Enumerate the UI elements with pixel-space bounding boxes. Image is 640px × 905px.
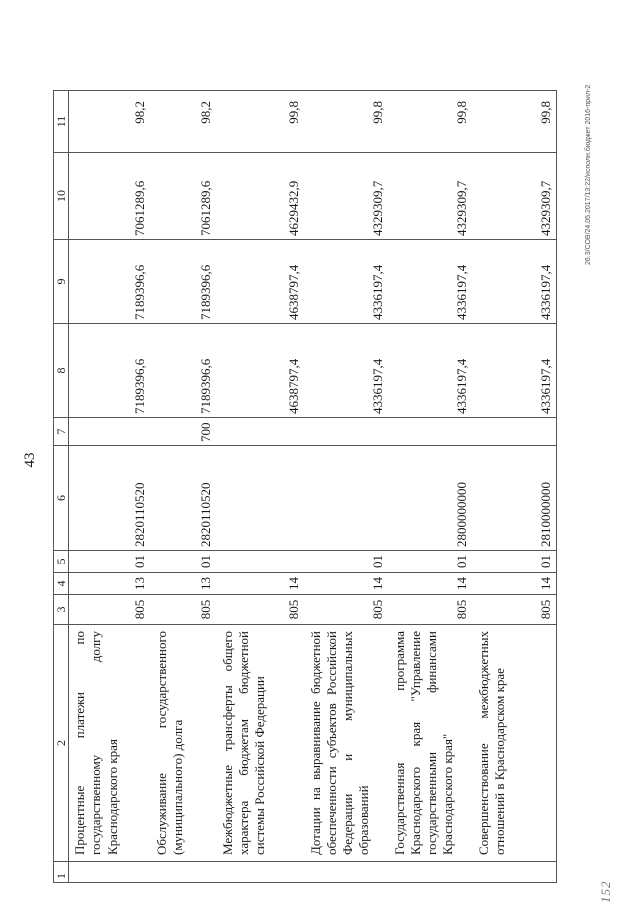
cell-c10: 4329309,7	[389, 153, 473, 240]
page-number: 43	[22, 452, 38, 468]
cell-c9: 4336197,4	[389, 240, 473, 324]
header-cell: 9	[54, 240, 69, 324]
cell-c5: 01	[389, 551, 473, 573]
cell-c3: 805	[305, 595, 389, 625]
table-row	[217, 91, 305, 883]
cell-c11: 99,8	[305, 91, 389, 153]
cell-c6: 2800000000	[389, 446, 473, 551]
cell-c7: 700	[151, 418, 217, 446]
header-cell: 11	[54, 91, 69, 153]
header-cell: 5	[54, 551, 69, 573]
row-name: Межбюджетные трансферты общего характера бюджетам бюджетной системы Российской Федерации	[217, 625, 305, 862]
cell-c6: 2810000000	[473, 446, 557, 551]
header-cell: 3	[54, 595, 69, 625]
cell-c10: 4329309,7	[473, 153, 557, 240]
cell-c11: 98,2	[151, 91, 217, 153]
cell-c7	[389, 418, 473, 446]
cell-c4: 13	[151, 573, 217, 595]
cell-c4: 14	[389, 573, 473, 595]
header-cell: 2	[54, 625, 69, 862]
row-name: Обслуживание государственного (муниципального) долга	[151, 625, 217, 862]
cell-c4: 14	[217, 573, 305, 595]
row-name: Совершенствование межбюджетных отношений в Краснодарском крае	[473, 625, 557, 862]
cell-c4: 13	[69, 573, 151, 595]
header-cell: 8	[54, 324, 69, 418]
cell-c3: 805	[151, 595, 217, 625]
header-cell: 10	[54, 153, 69, 240]
cell-c6: 2820110520	[69, 446, 151, 551]
cell-c8: 7189396,6	[69, 324, 151, 418]
cell-c8: 4336197,4	[389, 324, 473, 418]
cell-c3: 805	[217, 595, 305, 625]
cell-c5	[217, 551, 305, 573]
table-row	[389, 91, 473, 883]
cell-c5: 01	[69, 551, 151, 573]
cell-c11: 99,8	[217, 91, 305, 153]
cell-c10: 4629432,9	[217, 153, 305, 240]
cell-c3: 805	[473, 595, 557, 625]
cell-c11: 99,8	[473, 91, 557, 153]
cell-c5: 01	[473, 551, 557, 573]
cell-c9: 7189396,6	[151, 240, 217, 324]
cell-c7	[473, 418, 557, 446]
cell-c9: 4336197,4	[305, 240, 389, 324]
cell-c8: 7189396,6	[151, 324, 217, 418]
header-cell: 7	[54, 418, 69, 446]
cell-c4: 14	[305, 573, 389, 595]
header-cell: 1	[54, 862, 69, 883]
cell-c10: 7061289,6	[151, 153, 217, 240]
table-row	[69, 91, 151, 883]
cell-c7	[69, 418, 151, 446]
cell-c9: 7189396,6	[69, 240, 151, 324]
cell-c6	[217, 446, 305, 551]
table-header-row	[54, 91, 69, 883]
cell-c11: 98,2	[69, 91, 151, 153]
row-name: Государственная программа Краснодарского края "Управление государственными финансами Краснодарского края"	[389, 625, 473, 862]
cell-c9: 4638797,4	[217, 240, 305, 324]
cell-c3: 805	[389, 595, 473, 625]
table-row	[305, 91, 389, 883]
header-cell: 6	[54, 446, 69, 551]
cell-c8: 4638797,4	[217, 324, 305, 418]
cell-c5: 01	[305, 551, 389, 573]
handwritten-page-number: 152	[598, 880, 613, 903]
table-row	[473, 91, 557, 883]
header-cell: 4	[54, 573, 69, 595]
cell-c8: 4336197,4	[305, 324, 389, 418]
cell-c7	[217, 418, 305, 446]
footer-file-path: 26.3/СОВ/24.05.2017/13:22/исполн.бюджет 2016-прил-2	[585, 84, 592, 265]
table-row	[151, 91, 217, 883]
cell-c8: 4336197,4	[473, 324, 557, 418]
cell-c11: 99,8	[389, 91, 473, 153]
cell-c10: 7061289,6	[69, 153, 151, 240]
cell-c3: 805	[69, 595, 151, 625]
cell-c10: 4329309,7	[305, 153, 389, 240]
cell-c7	[305, 418, 389, 446]
cell-c6	[305, 446, 389, 551]
cell-c5: 01	[151, 551, 217, 573]
row-name: Дотации на выравнивание бюджетной обеспеченности субъектов Российской Федерации и муниципальных образований	[305, 625, 389, 862]
row-name: Процентные платежи по государственному долгу Краснодарского края	[69, 625, 151, 862]
budget-table	[53, 90, 557, 883]
cell-c6: 2820110520	[151, 446, 217, 551]
cell-c4: 14	[473, 573, 557, 595]
cell-c9: 4336197,4	[473, 240, 557, 324]
